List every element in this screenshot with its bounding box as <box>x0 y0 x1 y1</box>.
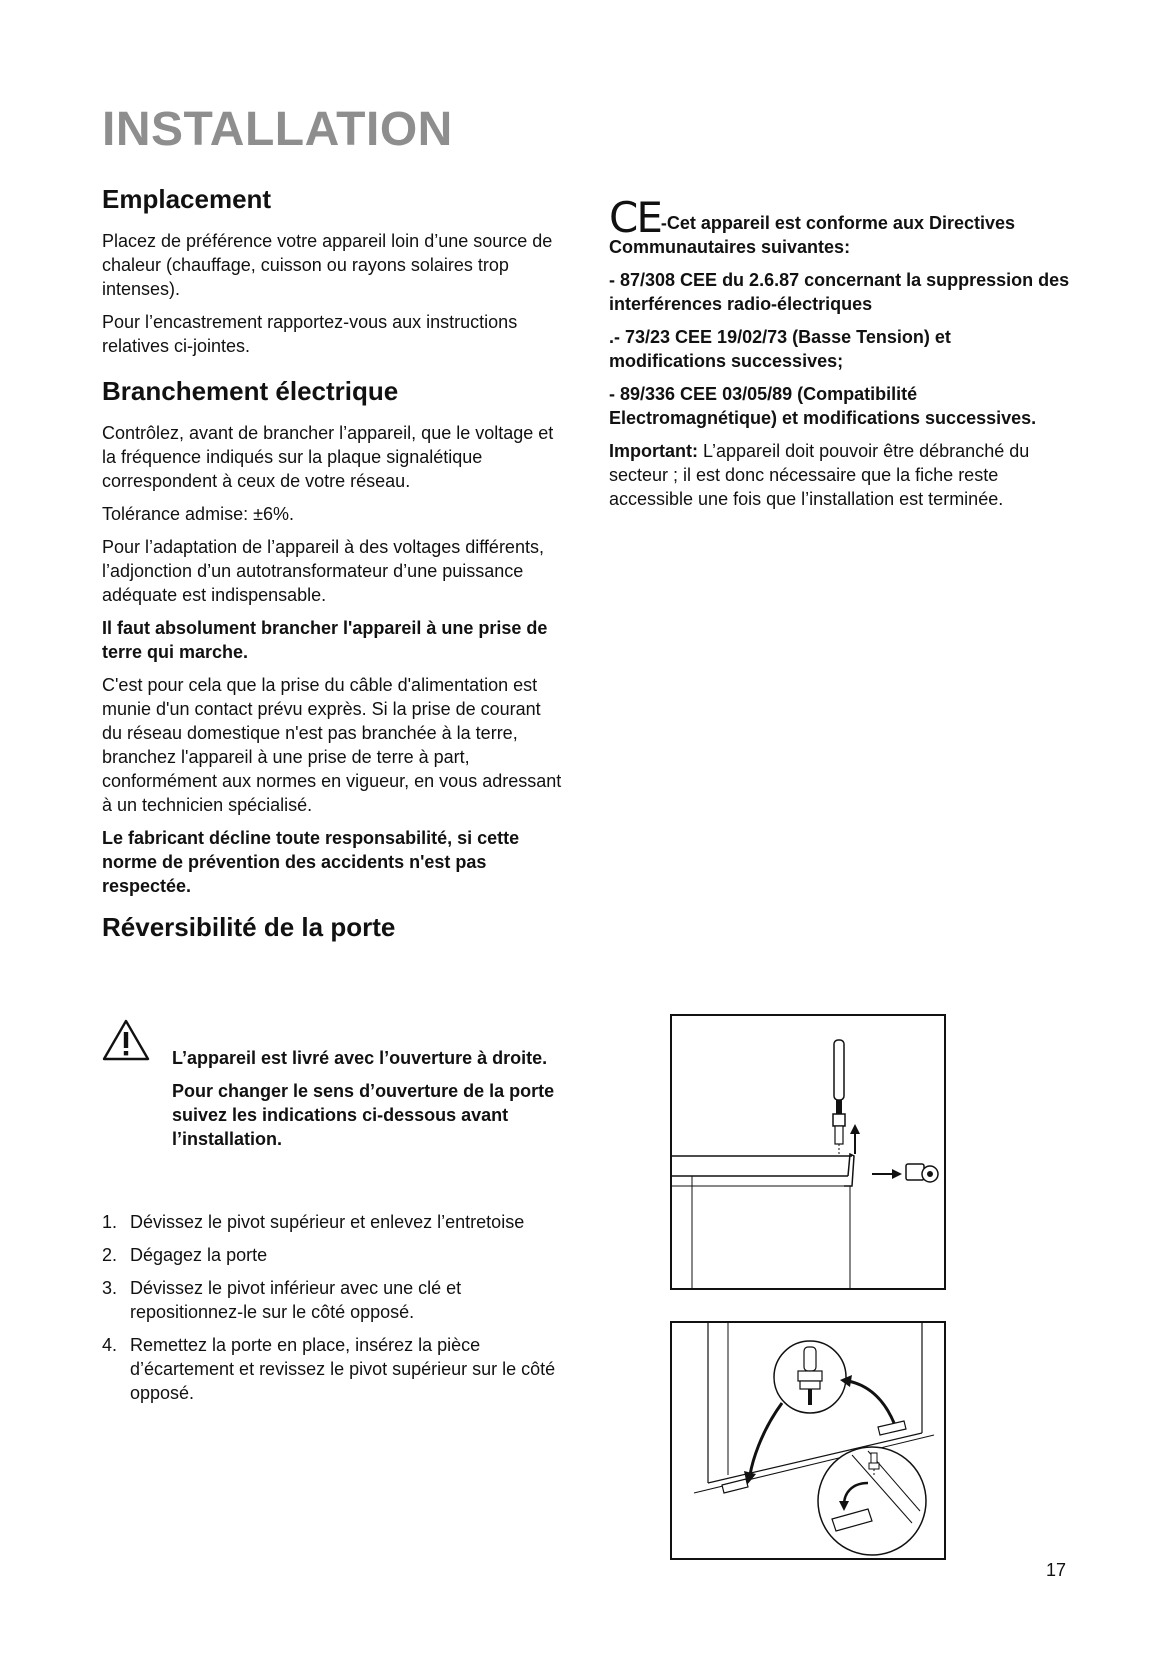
step-number: 1. <box>102 1212 118 1232</box>
directive-3: - 89/336 CEE 03/05/89 (Compatibilité Electromagnétique) et modifications successives. <box>609 384 1037 428</box>
emplacement-paragraph-2: Pour l’encastrement rapportez-vous aux instructions relatives ci-jointes. <box>102 312 518 356</box>
step-number: 2. <box>102 1245 118 1265</box>
branchement-paragraph-5: C'est pour cela que la prise du câble d'alimentation est munie d'un contact prévu exprès. Si la prise de courant du réseau domestique n'est pas branchée à la terre, branchez l'appareil à une prise de terre à part, conformément aux normes en vigueur, en vous adressant à un technicien spécialisé. <box>102 675 562 815</box>
section-emplacement <box>102 184 562 367</box>
branchement-paragraph-3: Pour l’adaptation de l’appareil à des voltages différents, l’adjonction d’un autotransformateur d’une puissance adéquate est indispensable. <box>102 537 544 605</box>
list-item <box>102 1276 562 1324</box>
steps-list-container <box>102 1210 562 1414</box>
warning-triangle-icon <box>102 1018 150 1062</box>
heading-reversibilite <box>102 912 562 943</box>
step-number: 3. <box>102 1278 118 1298</box>
important-note <box>609 439 1071 511</box>
page-title: INSTALLATION <box>102 103 453 156</box>
heading-emplacement: Emplacement <box>102 184 272 214</box>
figure-bottom-hinge <box>670 1321 946 1560</box>
directive-1: - 87/308 CEE du 2.6.87 concernant la suppression des interférences radio-électriques <box>609 270 1070 314</box>
page-number: 17 <box>1046 1560 1067 1580</box>
step-text: Dévissez le pivot inférieur avec une clé et repositionnez-le sur le côté opposé. <box>130 1278 462 1322</box>
list-item <box>102 1243 562 1267</box>
ce-mark-logo: CE <box>609 193 661 242</box>
steps-list <box>102 1210 562 1405</box>
heading-reversibilite-text: Réversibilité de la porte <box>102 912 396 942</box>
list-item <box>102 1333 562 1405</box>
warning-text-2: Pour changer le sens d’ouverture de la porte suivez les indications ci-dessous avant l’installation. <box>172 1081 555 1149</box>
step-text: Dégagez la porte <box>130 1245 268 1265</box>
branchement-paragraph-1: Contrôlez, avant de brancher l’appareil, que le voltage et la fréquence indiqués sur la plaque signalétique correspondent à ceux de votre réseau. <box>102 423 554 491</box>
warning-block <box>172 1046 562 1160</box>
section-conformite <box>609 193 1071 520</box>
important-label: Important: <box>609 441 698 461</box>
conformite-intro: -Cet appareil est conforme aux Directives Communautaires suivantes: <box>609 213 1016 257</box>
step-text: Dévissez le pivot supérieur et enlevez l’entretoise <box>130 1212 525 1232</box>
list-item <box>102 1210 562 1234</box>
section-branchement <box>102 376 562 907</box>
important-text: L’appareil doit pouvoir être débranché du secteur ; il est donc nécessaire que la fiche reste accessible une fois que l’installation est terminée. <box>609 441 1030 509</box>
heading-branchement: Branchement électrique <box>102 376 399 406</box>
conformite-intro-line <box>609 193 1071 259</box>
branchement-earth-warning: Il faut absolument brancher l'appareil à une prise de terre qui marche. <box>102 618 548 662</box>
branchement-liability: Le fabricant décline toute responsabilité, si cette norme de prévention des accidents n'est pas respectée. <box>102 828 520 896</box>
emplacement-paragraph-1: Placez de préférence votre appareil loin d’une source de chaleur (chauffage, cuisson ou rayons solaires trop intenses). <box>102 231 553 299</box>
branchement-tolerance: Tolérance admise: ±6%. <box>102 504 294 524</box>
step-number: 4. <box>102 1335 118 1355</box>
directive-2: .- 73/23 CEE 19/02/73 (Basse Tension) et modifications successives; <box>609 327 951 371</box>
warning-text-1: L’appareil est livré avec l’ouverture à droite. <box>172 1048 548 1068</box>
step-text: Remettez la porte en place, insérez la pièce d’écartement et revissez le pivot supérieur sur le côté opposé. <box>130 1335 556 1403</box>
figure-top-hinge <box>670 1014 946 1290</box>
